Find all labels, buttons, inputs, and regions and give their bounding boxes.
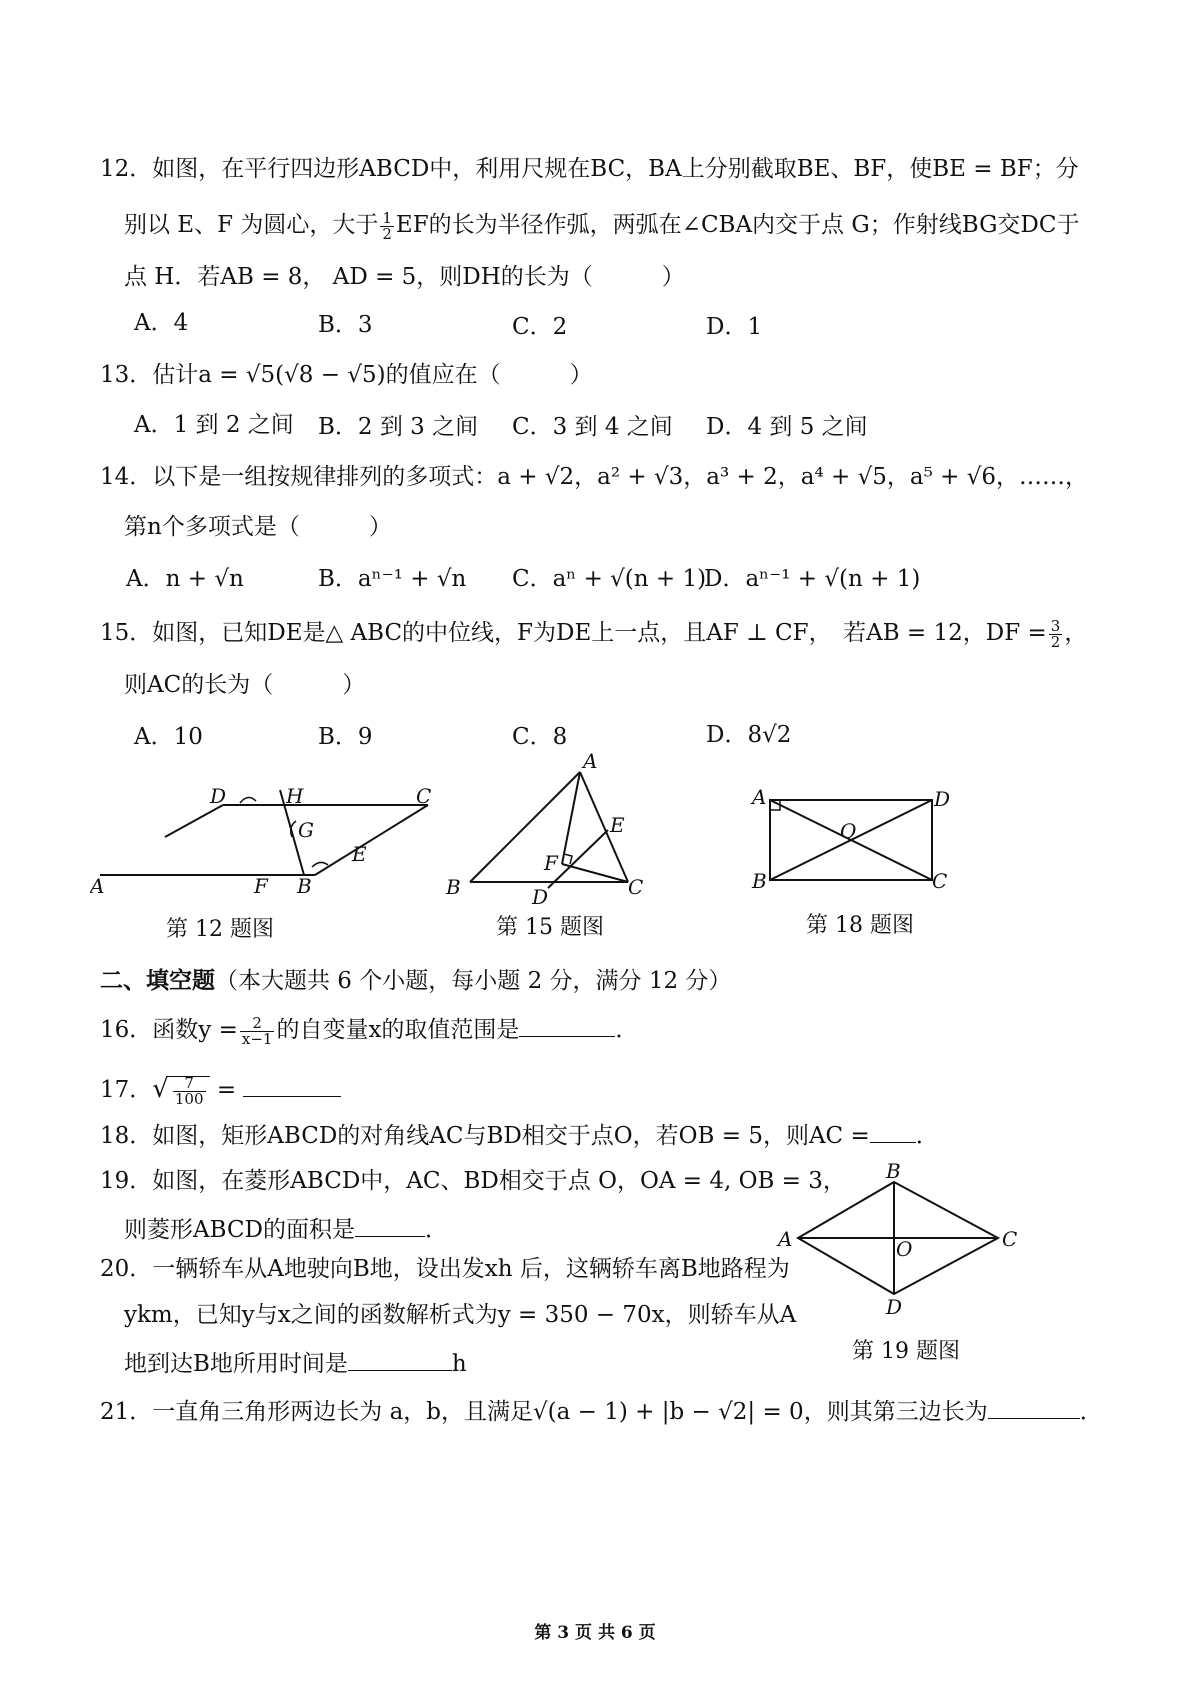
fig12-label-c: C (416, 784, 432, 808)
q16-text-pre: 函数y = (152, 1017, 238, 1043)
fig18-label-c: C (932, 869, 948, 893)
fig18-label-d: D (934, 787, 951, 811)
q16-text-post: 的自变量x的取值范围是 (276, 1017, 520, 1043)
q21-line (100, 1396, 1103, 1427)
fig15-label-f: F (544, 851, 558, 875)
q12-option-c: C．2 (512, 314, 568, 340)
section2-heading (100, 966, 731, 996)
q19-number: 19． (100, 1168, 153, 1194)
q21-number: 21． (100, 1399, 153, 1425)
q12-line1 (100, 154, 1079, 184)
q16-number: 16． (100, 1017, 153, 1043)
q19-text-line2: 则菱形ABCD的面积是 (124, 1217, 355, 1243)
fig19-label-a: A (778, 1227, 793, 1251)
q15-number: 15． (100, 620, 153, 646)
q12-frac-numerator: 1 (382, 208, 392, 227)
q19-line2 (124, 1214, 448, 1245)
q15-option-a: A．10 (134, 724, 203, 750)
q12-line2 (124, 210, 1079, 242)
section2-title: 二、填空题 (100, 967, 215, 994)
q19-text-line1: 如图，在菱形ABCD中，AC、BD相交于点 O，OA = 4, OB = 3， (152, 1168, 846, 1194)
q15-text-line1-pre: 如图，已知DE是△ ABC的中位线，F为DE上一点，且AF ⊥ CF， 若AB = 12，DF = (152, 620, 1047, 646)
fig15-label-d: D (532, 885, 549, 909)
q14-text-line1: 以下是一组按规律排列的多项式：a + √2，a² + √3，a³ + 2，a⁴ + √5，a⁵ + √6，……， (152, 464, 1088, 490)
fig12-label-h: H (286, 784, 304, 808)
q19-answer-blank[interactable] (355, 1214, 425, 1237)
q15-frac-denominator: 2 (1050, 632, 1061, 651)
q18-answer-blank[interactable] (870, 1120, 916, 1143)
fig12-label-a: A (90, 874, 105, 898)
q15-option-c: C．8 (512, 724, 568, 750)
fig18-label-a: A (752, 785, 767, 809)
fig19-label-b: B (886, 1160, 901, 1183)
q21-text: 一直角三角形两边长为 a，b，且满足√(a − 1) + |b − √2| = 0，则其第三边长为 (152, 1399, 988, 1425)
q13-option-d: D．4 到 5 之间 (706, 414, 868, 440)
q13-option-b: B．2 到 3 之间 (318, 414, 479, 440)
q13-option-c: C．3 到 4 之间 (512, 414, 673, 440)
q19-end: ． (424, 1217, 448, 1243)
q12-frac-denominator: 2 (382, 224, 392, 243)
fig15-label-a: A (583, 750, 598, 773)
fig12-label-d: D (210, 784, 227, 808)
q17-frac-numerator: 7 (173, 1076, 206, 1092)
fig19-caption: 第 19 题图 (852, 1339, 960, 1364)
q12-text-line1: 如图，在平行四边形ABCD中，利用尺规在BC，BA上分别截取BE、BF，使BE = BF；分 (152, 156, 1079, 182)
q16-answer-blank[interactable] (519, 1014, 615, 1037)
q13-line (100, 360, 593, 390)
fig18-label-o: O (840, 819, 857, 843)
q13-text: 估计a = √5(√8 − √5)的值应在（ ） (152, 362, 593, 388)
fig19-label-o: O (896, 1237, 913, 1261)
q17-number: 17． (100, 1077, 153, 1103)
q19-line1 (100, 1166, 846, 1196)
fig18-rectangle (748, 780, 968, 900)
fig15-triangle (440, 750, 680, 910)
fig19-rhombus (776, 1160, 1036, 1320)
q17-radicand (169, 1073, 210, 1108)
q14-line2: 第n个多项式是（ ） (124, 514, 392, 540)
q17-frac-denominator: 100 (174, 1089, 204, 1108)
q20-answer-blank[interactable] (348, 1348, 452, 1371)
fig12-parallelogram (90, 775, 450, 905)
fig12-label-b: B (297, 874, 312, 898)
fig12-label-e: E (352, 842, 367, 866)
fig19-label-d: D (886, 1295, 903, 1319)
q20-number: 20． (100, 1256, 153, 1282)
q16-fraction (240, 1013, 275, 1048)
q20-unit: h (451, 1351, 467, 1377)
fig19-label-c: C (1002, 1227, 1018, 1251)
fig15-label-e: E (610, 813, 625, 837)
q15-option-d: D．8√2 (706, 722, 792, 748)
q14-line1 (100, 462, 1088, 492)
q14-option-b: B．aⁿ⁻¹ + √n (318, 566, 467, 592)
q21-end: ． (1079, 1399, 1103, 1425)
q18-line (100, 1120, 939, 1151)
q12-line3: 点 H．若AB = 8， AD = 5，则DH的长为（ ） (124, 264, 685, 290)
fig18-caption: 第 18 题图 (806, 913, 914, 938)
q15-fraction (1049, 616, 1063, 651)
q12-fraction (380, 208, 394, 243)
q17-radical-sign: √ (152, 1074, 169, 1104)
q12-text-line2-pre: 别以 E、F 为圆心，大于 (124, 212, 379, 238)
q17-equals: = (216, 1077, 237, 1103)
q12-option-b: B．3 (318, 312, 373, 338)
q15-line2: 则AC的长为（ ） (124, 672, 366, 698)
q16-frac-numerator: 2 (240, 1016, 275, 1032)
q14-option-c: C．aⁿ + √(n + 1) (512, 566, 707, 592)
q16-line (100, 1014, 638, 1047)
page-footer: 第 3 页 共 6 页 (534, 1623, 656, 1643)
q15-option-b: B．9 (318, 724, 373, 750)
q12-number: 12． (100, 156, 153, 182)
q12-option-a: A．4 (134, 310, 189, 336)
q20-line1 (100, 1254, 790, 1284)
q12-text-line2-post: EF的长为半径作弧，两弧在∠CBA内交于点 G；作射线BG交DC于 (395, 212, 1080, 238)
q18-end: ． (915, 1123, 939, 1149)
q21-answer-blank[interactable] (988, 1396, 1080, 1419)
fig18-label-b: B (752, 869, 767, 893)
q20-text-line3: 地到达B地所用时间是 (124, 1351, 348, 1377)
q17-line (100, 1074, 341, 1107)
q14-option-a: A．n + √n (126, 566, 244, 592)
q15-frac-numerator: 3 (1050, 616, 1061, 635)
q14-number: 14． (100, 464, 153, 490)
fig15-label-b: B (446, 875, 461, 899)
q18-text: 如图，矩形ABCD的对角线AC与BD相交于点O，若OB = 5，则AC = (152, 1123, 870, 1149)
q16-end: ． (615, 1017, 639, 1043)
q18-number: 18． (100, 1123, 153, 1149)
q15-line1 (100, 618, 1087, 650)
q20-text-line1: 一辆轿车从A地驶向B地，设出发xh 后，这辆轿车离B地路程为 (152, 1256, 790, 1282)
q16-frac-denominator: x−1 (241, 1029, 273, 1048)
fig15-label-c: C (628, 875, 644, 899)
q17-fraction (173, 1073, 206, 1108)
q17-answer-blank[interactable] (243, 1074, 341, 1097)
fig15-caption: 第 15 题图 (496, 915, 604, 940)
fig12-label-g: G (298, 818, 314, 842)
q13-option-a: A．1 到 2 之间 (134, 412, 294, 438)
q13-number: 13． (100, 362, 153, 388)
q14-option-d: D．aⁿ⁻¹ + √(n + 1) (704, 566, 921, 592)
section2-note: （本大题共 6 个小题，每小题 2 分，满分 12 分） (215, 968, 732, 994)
fig12-caption: 第 12 题图 (166, 917, 274, 942)
q12-option-d: D．1 (706, 314, 763, 340)
q20-line2: ykm，已知y与x之间的函数解析式为y = 350 − 70x，则轿车从A (124, 1302, 797, 1328)
q15-text-line1-post: ， (1064, 620, 1088, 646)
fig12-label-f: F (254, 874, 268, 898)
q20-line3 (124, 1348, 467, 1379)
